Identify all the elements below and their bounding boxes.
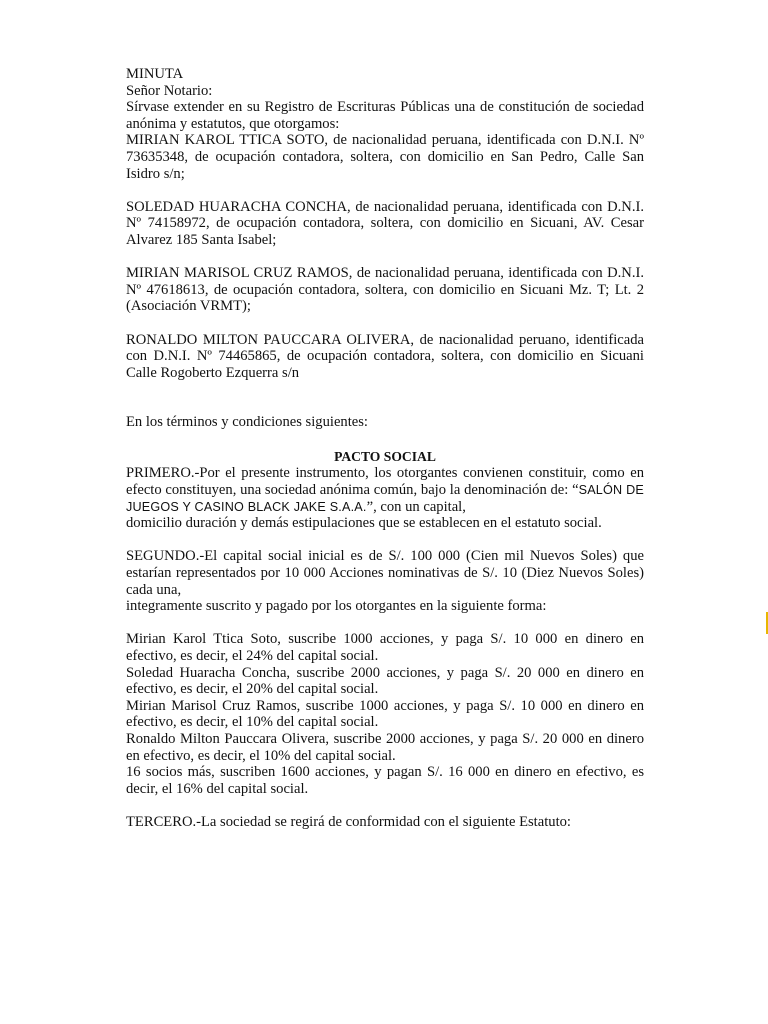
- party-paragraph: RONALDO MILTON PAUCCARA OLIVERA, de nacionalidad peruano, identificada con D.N.I. Nº 74465865, de ocupación contadora, soltera, con domicilio en Sicuani Calle Rogoberto Ezquerra s/n: [126, 331, 644, 381]
- tercero-clause: TERCERO.-La sociedad se regirá de conformidad con el siguiente Estatuto:: [126, 813, 571, 830]
- document-heading: MINUTA: [126, 66, 184, 82]
- party-paragraph: MIRIAN MARISOL CRUZ RAMOS, de nacionalidad peruana, identificada con D.N.I. Nº 47618613, de ocupación contadora, soltera, con domicilio en Sicuani Mz. T; Lt. 2 (Asociación VRMT);: [126, 265, 644, 315]
- subscription-item: Mirian Marisol Cruz Ramos, suscribe 1000 acciones, y paga S/. 10 000 en dinero en efectivo, es decir, el 10% del capital social.: [126, 697, 644, 731]
- document-body: [126, 66, 644, 831]
- subscription-item: 16 socios más, suscriben 1600 acciones, y pagan S/. 16 000 en dinero en efectivo, es decir, el 16% del capital social.: [126, 764, 644, 797]
- party-paragraph: MIRIAN KAROL TTICA SOTO, de nacionalidad peruana, identificada con D.N.I. Nº 73635348, de ocupación contadora, soltera, con domicilio en San Pedro, Calle San Isidro s/n;: [126, 132, 644, 182]
- segundo-continuation: integramente suscrito y pagado por los otorgantes en la siguiente forma:: [126, 598, 547, 615]
- subscription-item: Soledad Huaracha Concha, suscribe 2000 acciones, y paga S/. 20 000 en dinero en efectivo, es decir, el 20% del capital social.: [126, 664, 644, 698]
- company-name: SALÓN DE JUEGOS Y CASINO BLACK JAKE S.A.A.: [126, 483, 644, 514]
- party-paragraph: SOLEDAD HUARACHA CONCHA, de nacionalidad peruana, identificada con D.N.I. Nº 74158972, de ocupación contadora, soltera, con domicilio en Sicuani, AV. Cesar Alvarez 185 Santa Isabel;: [126, 198, 644, 248]
- segundo-clause: SEGUNDO.-El capital social inicial es de S/. 100 000 (Cien mil Nuevos Soles) que estarían representados por 10 000 Acciones nominativas de S/. 10 (Diez Nuevos Soles) cada una,: [126, 548, 644, 598]
- terms-line: En los términos y condiciones siguientes:: [126, 414, 368, 431]
- salutation: Señor Notario:: [126, 82, 213, 99]
- subscription-item: Mirian Karol Ttica Soto, suscribe 1000 acciones, y paga S/. 10 000 en dinero en efectivo, es decir, el 24% del capital social.: [126, 631, 644, 664]
- primero-tail: ”, con un capital,: [366, 498, 466, 515]
- primero-clause: [126, 465, 644, 515]
- subscription-item: Ronaldo Milton Pauccara Olivera, suscribe 2000 acciones, y paga S/. 20 000 en dinero en efectivo, es decir, el 10% del capital social.: [126, 730, 644, 764]
- primero-lead: PRIMERO.-Por el presente instrumento, los otorgantes convienen constituir, como en efecto constituyen, una sociedad anónima común, bajo la denominación de: “: [126, 465, 644, 499]
- primero-continuation: domicilio duración y demás estipulaciones que se establecen en el estatuto social.: [126, 515, 602, 532]
- section-title: PACTO SOCIAL: [334, 448, 436, 464]
- intro-paragraph: Sírvase extender en su Registro de Escrituras Públicas una de constitución de sociedad anónima y estatutos, que otorgamos:: [126, 99, 644, 132]
